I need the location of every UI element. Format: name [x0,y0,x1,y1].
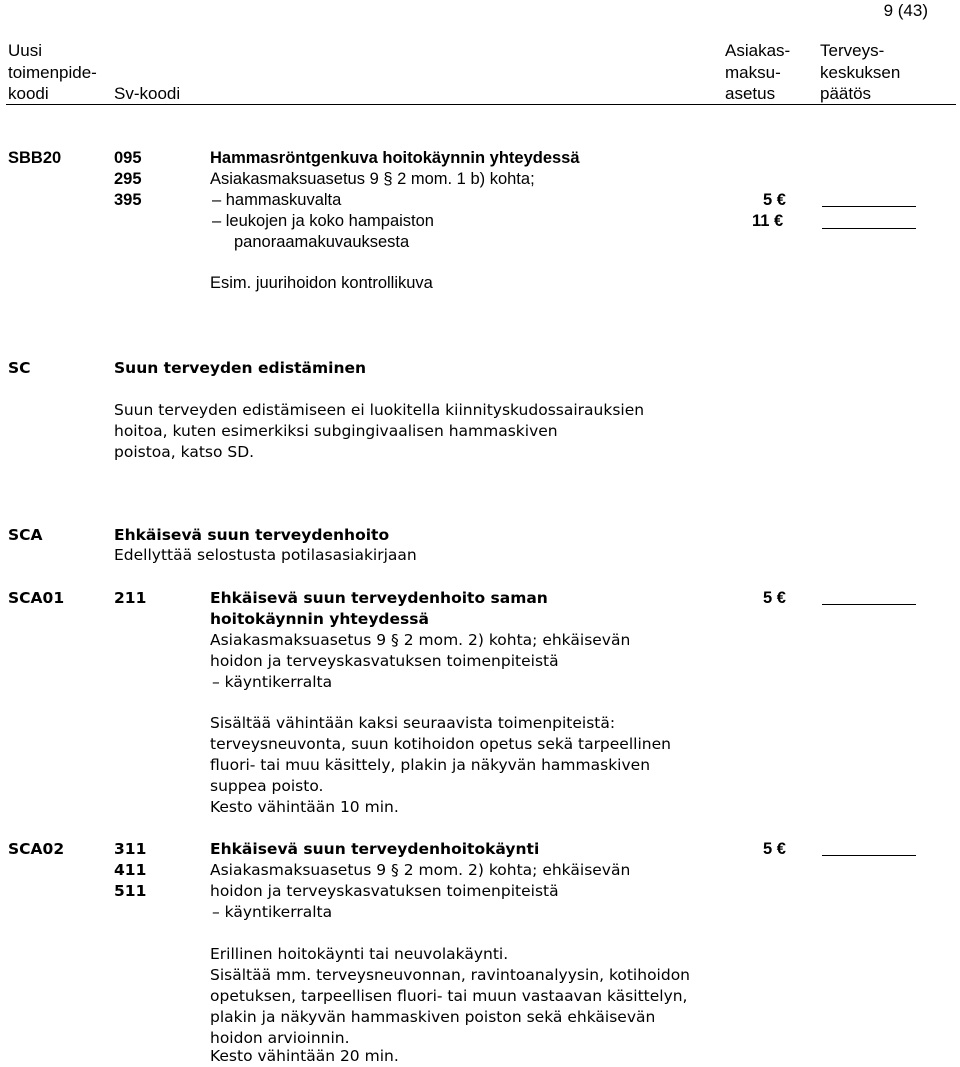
sbb20-sv-code: 095 [114,149,142,167]
sbb20-title: Hammasröntgenkuva hoitokäynnin yhteydessä [210,149,580,167]
decision-blank-line [822,206,916,207]
sbb20-example: Esim. juurihoidon kontrollikuva [210,274,433,292]
sca01-ref-line: Asiakasmaksuasetus 9 § 2 mom. 2) kohta; ehkäisevän [210,631,631,649]
header-col-fee-decree [725,40,790,105]
header-col-fee-decree-line: Asiakas- [725,41,791,60]
sca01-fee: 5 € [763,589,786,607]
sca02-desc-line: opetuksen, tarpeellisen fluori- tai muun vastaavan käsittelyn, [210,987,688,1005]
decision-blank-line [822,228,916,229]
sca02-title: Ehkäisevä suun terveydenhoitokäynti [210,840,540,858]
sca02-sv-code: 511 [114,882,147,900]
sca-title: Ehkäisevä suun terveydenhoito [114,526,390,544]
sca02-desc-line: Erillinen hoitokäynti tai neuvolakäynti. [210,945,509,963]
sbb20-item2: – leukojen ja koko hampaiston [212,212,434,230]
sbb20-fee-2: 11 € [752,212,784,230]
sca-subtitle: Edellyttää selostusta potilasasiakirjaan [114,546,417,564]
sca02-desc-line: plakin ja näkyvän hammaskiven poiston sekä ehkäisevän [210,1008,656,1026]
header-col-hc-decision-line: päätös [820,84,872,103]
sbb20-sv-code: 295 [114,170,142,188]
sca02-ref-line: Asiakasmaksuasetus 9 § 2 mom. 2) kohta; ehkäisevän [210,861,631,879]
header-col-fee-decree-line: maksu- [725,62,781,82]
sbb20-code: SBB20 [8,149,62,167]
header-divider [6,104,956,105]
sca01-desc-line: fluori- tai muu käsittely, plakin ja näkyvän hammaskiven [210,756,651,774]
sc-title: Suun terveyden edistäminen [114,359,367,377]
sca01-desc-line: suppea poisto. [210,777,324,795]
sbb20-ref: Asiakasmaksuasetus 9 § 2 mom. 1 b) kohta; [210,170,535,188]
page-number: 9 (43) [883,1,928,20]
header-col-sv-code: Sv-koodi [114,84,181,103]
sca01-title-line: Ehkäisevä suun terveydenhoito saman [210,589,548,607]
header-col-new-code-line: Uusi [8,41,43,60]
sca02-desc-line: hoidon arvioinnin. [210,1029,350,1047]
sca01-desc-line: Sisältää vähintään kaksi seuraavista toimenpiteistä: [210,714,616,732]
sc-code: SC [8,359,31,377]
sc-desc-line: hoitoa, kuten esimerkiksi subgingivaalisen hammaskiven [114,422,558,440]
sca01-code: SCA01 [8,589,65,607]
sca01-ref-line: hoidon ja terveyskasvatuksen toimenpiteistä [210,652,559,670]
sca02-desc-line: Kesto vähintään 20 min. [210,1047,399,1065]
header-col-hc-decision-line: keskuksen [820,62,901,82]
sca01-sv-code: 211 [114,589,147,607]
sbb20-fee-1: 5 € [763,191,786,209]
sca01-desc-line: Kesto vähintään 10 min. [210,798,399,816]
sbb20-item2-cont: panoraamakuvauksesta [234,233,410,251]
sca01-desc-line: terveysneuvonta, suun kotihoidon opetus sekä tarpeellinen [210,735,671,753]
header-col-new-code [8,40,97,105]
sca02-desc-line: Sisältää mm. terveysneuvonnan, ravintoanalyysin, kotihoidon [210,966,691,984]
sbb20-sv-code: 395 [114,191,142,209]
sca02-sv-code: 411 [114,861,147,879]
header-col-hc-decision-line: Terveys- [820,41,885,60]
sca01-ref-line: – käyntikerralta [212,673,333,691]
sca02-ref-line: hoidon ja terveyskasvatuksen toimenpiteistä [210,882,559,900]
sca-code: SCA [8,526,43,544]
decision-blank-line [822,855,916,856]
header-col-fee-decree-line: asetus [725,84,776,103]
sc-desc-line: Suun terveyden edistämiseen ei luokitella kiinnityskudossairauksien [114,401,645,419]
header-col-new-code-line: koodi [8,84,49,103]
sca02-ref-line: – käyntikerralta [212,903,333,921]
sca02-fee: 5 € [763,840,786,858]
header-col-new-code-line: toimenpide- [8,62,97,82]
sca01-title-line: hoitokäynnin yhteydessä [210,610,429,628]
sbb20-item1: – hammaskuvalta [212,191,342,209]
header-col-hc-decision [820,40,900,105]
sc-desc-line: poistoa, katso SD. [114,443,255,461]
decision-blank-line [822,604,916,605]
sca02-sv-code: 311 [114,840,147,858]
sca02-code: SCA02 [8,840,65,858]
